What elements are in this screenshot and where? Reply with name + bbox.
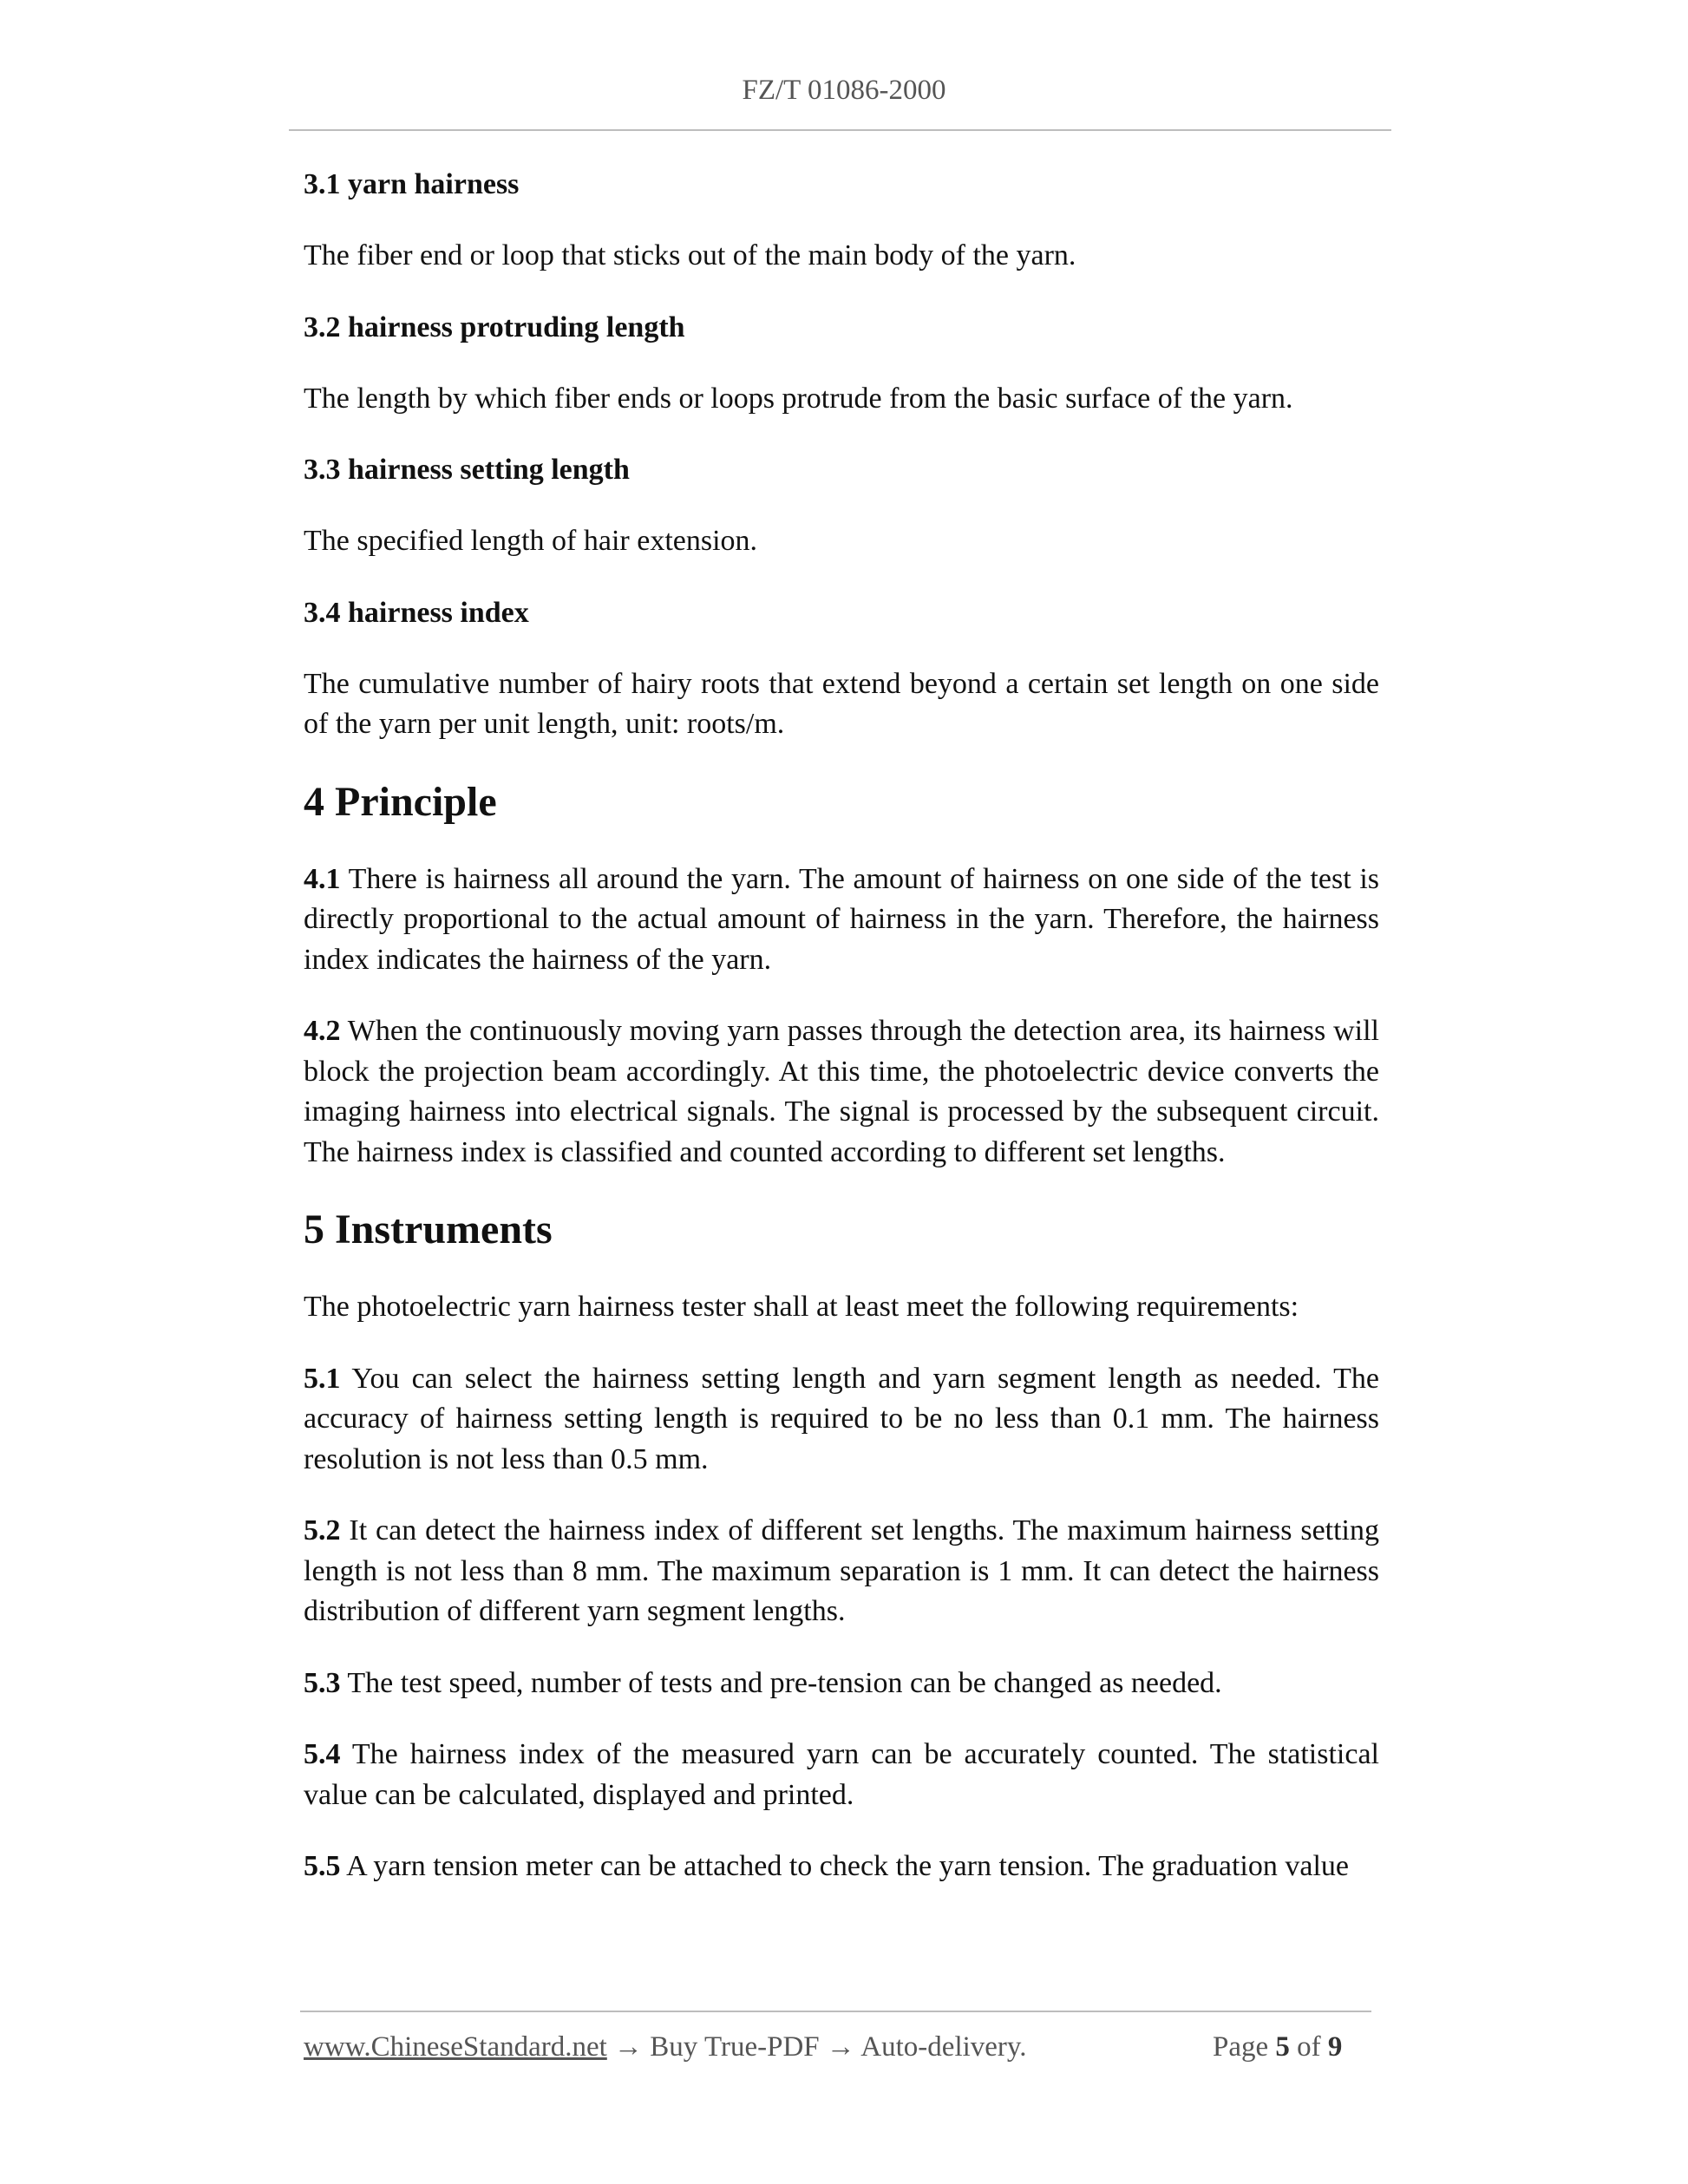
footer-divider xyxy=(300,2011,1371,2012)
clause-text: The test speed, number of tests and pre-tension can be changed as needed. xyxy=(340,1666,1222,1699)
term-heading-3-3: 3.3 hairness setting length xyxy=(304,454,630,486)
footer-promo-text: → Buy True-PDF → Auto-delivery. xyxy=(606,2031,1027,2063)
term-heading-3-2: 3.2 hairness protruding length xyxy=(304,311,685,343)
footer-site-link[interactable]: www.ChineseStandard.net xyxy=(304,2031,607,2063)
clause-5-3 xyxy=(304,1664,1379,1704)
clause-number: 5.2 xyxy=(304,1514,341,1546)
clause-number: 4.1 xyxy=(304,862,341,895)
clause-5-4 xyxy=(304,1735,1379,1815)
clause-text: There is hairness all around the yarn. The amount of hairness on one side of the test is directly proportional to the actual amount of hairness in the yarn. Therefore, the hairness index indicates the hairness of the yarn. xyxy=(304,862,1379,976)
term-definition-3-4: The cumulative number of hairy roots that extend beyond a certain set length on one side of the yarn per unit length, unit: roots/m. xyxy=(304,667,1379,740)
section-heading-instruments: 5 Instruments xyxy=(304,1206,553,1252)
clause-number: 4.2 xyxy=(304,1015,341,1047)
clause-5-1 xyxy=(304,1359,1379,1481)
clause-text: You can select the hairness setting length and yarn segment length as needed. The accuracy of hairness setting length is required to be no less than 0.1 mm. The hairness resolution is not less than 0.5 mm. xyxy=(304,1362,1379,1475)
clause-text: When the continuously moving yarn passes through the detection area, its hairness will block the projection beam accordingly. At this time, the photoelectric device converts the imaging hairness into electrical signals. The signal is processed by the subsequent circuit. The hairness index is classified and counted according to different set lengths. xyxy=(304,1015,1379,1168)
term-heading-3-4: 3.4 hairness index xyxy=(304,596,529,629)
document-body xyxy=(304,165,1379,1919)
page-header-standard-code: FZ/T 01086-2000 xyxy=(742,75,946,106)
clause-number: 5.5 xyxy=(304,1850,341,1882)
clause-number: 5.1 xyxy=(304,1362,341,1395)
term-definition-3-2: The length by which fiber ends or loops protrude from the basic surface of the yarn. xyxy=(304,382,1293,415)
clause-4-1 xyxy=(304,860,1379,981)
clause-text: The hairness index of the measured yarn can be accurately counted. The statistical value can be calculated, displayed and printed. xyxy=(304,1738,1379,1811)
term-definition-3-3: The specified length of hair extension. xyxy=(304,525,758,557)
term-definition-3-1: The fiber end or loop that sticks out of the main body of the yarn. xyxy=(304,239,1076,271)
clause-number: 5.4 xyxy=(304,1738,341,1770)
clause-4-2 xyxy=(304,1011,1379,1173)
clause-text: It can detect the hairness index of different set lengths. The maximum hairness setting length is not less than 8 mm. The maximum separation is 1 mm. It can detect the hairness distribution of different yarn segment lengths. xyxy=(304,1514,1379,1627)
section-intro: The photoelectric yarn hairness tester shall at least meet the following requirements: xyxy=(304,1291,1299,1323)
clause-5-2 xyxy=(304,1511,1379,1632)
section-heading-principle: 4 Principle xyxy=(304,778,497,825)
clause-text: A yarn tension meter can be attached to check the yarn tension. The graduation value xyxy=(340,1850,1350,1882)
page-total: 9 xyxy=(1327,2031,1343,2063)
page-of-label: of xyxy=(1289,2031,1328,2063)
clause-number: 5.3 xyxy=(304,1666,341,1699)
term-heading-3-1: 3.1 yarn hairness xyxy=(304,168,520,200)
page-indicator xyxy=(1213,2031,1342,2063)
page-current: 5 xyxy=(1275,2031,1290,2063)
footer-promo xyxy=(304,2031,1027,2063)
page-label: Page xyxy=(1213,2031,1276,2063)
clause-5-5 xyxy=(304,1847,1379,1887)
header-divider xyxy=(289,129,1391,131)
